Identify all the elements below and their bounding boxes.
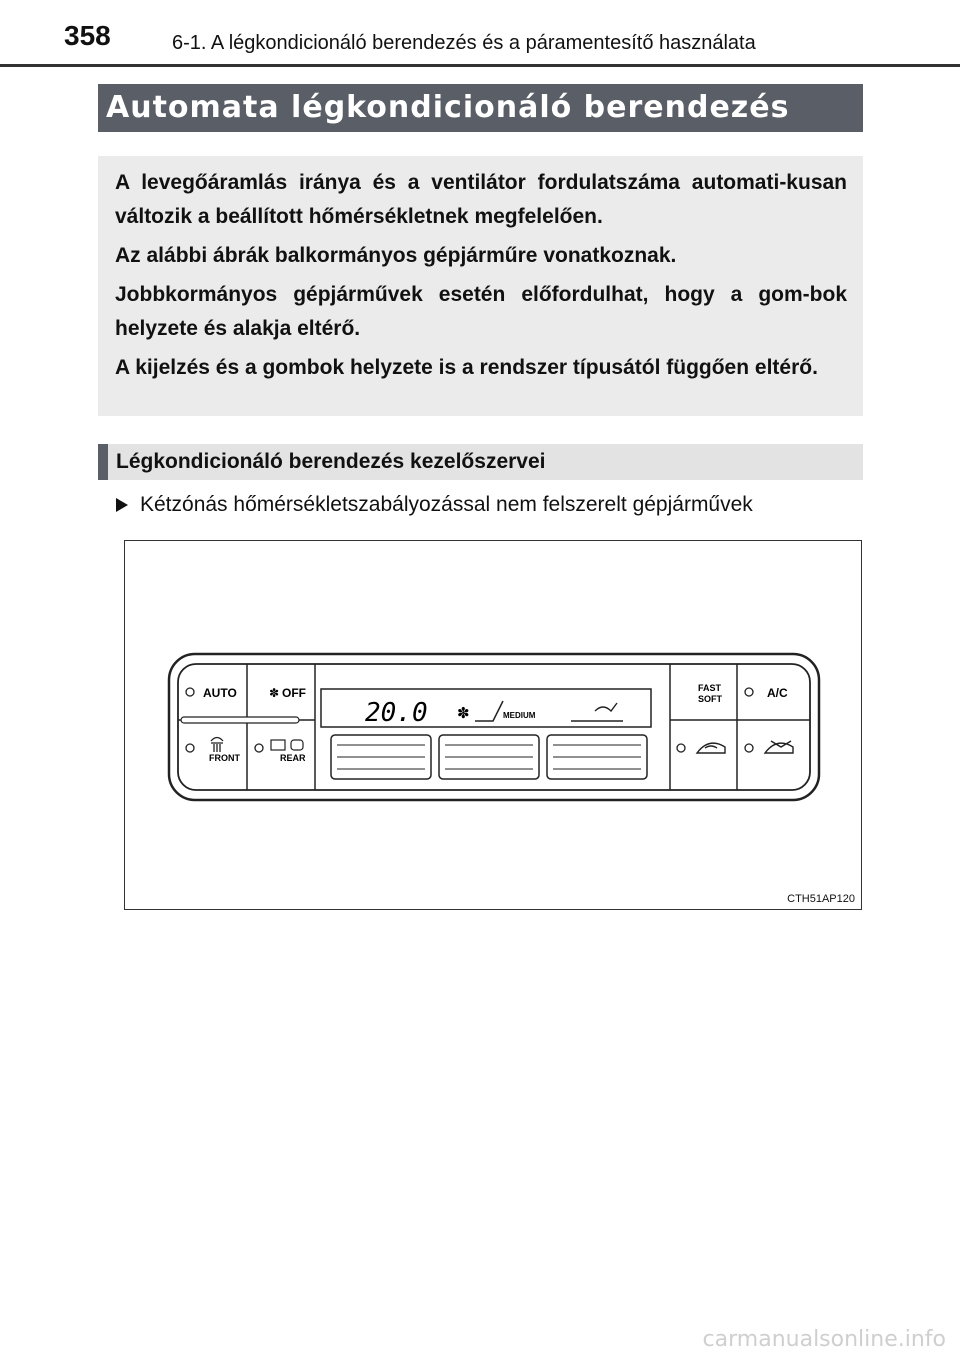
recirculation-mode-icon [697, 743, 725, 753]
fan-icon: ✽ [269, 686, 280, 700]
display-fan-icon: ✽ [457, 704, 470, 722]
front-button-label: FRONT [209, 753, 240, 763]
front-defog-indicator-icon [186, 744, 194, 752]
auto-button-label: AUTO [203, 686, 237, 700]
off-button-label: OFF [282, 686, 306, 700]
subsection-heading: Légkondicionáló berendezés kezelőszervei [98, 444, 863, 480]
control-panel-drawing [125, 541, 863, 911]
intro-paragraph-3: Jobbkormányos gépjárművek esetén előfordulhat, hogy a gom-bok helyzete és alakja eltérő. [115, 283, 847, 340]
fan-speed-bars-icon [475, 701, 503, 721]
header-rule [0, 64, 960, 67]
front-defogger-icon [211, 738, 223, 753]
recirculation-indicator-icon [677, 744, 685, 752]
triangle-bullet-icon [116, 498, 128, 512]
intro-paragraph-4: A kijelzés és a gombok helyzete is a rendszer típusától függően eltérő. [115, 356, 818, 379]
rear-button-label: REAR [280, 753, 306, 763]
bullet-item [116, 490, 753, 520]
mirror-heater-icon [291, 740, 303, 750]
rear-defog-indicator-icon [255, 744, 263, 752]
fresh-air-mode-icon [765, 741, 793, 753]
page-number: 358 [64, 20, 111, 51]
intro-paragraph-2: Az alábbi ábrák balkormányos gépjárműre vonatkoznak. [115, 244, 677, 267]
section-title-bar: Automata légkondicionáló berendezés [98, 84, 863, 132]
display-temperature: 20.0 [365, 698, 428, 728]
auto-indicator-icon [186, 688, 194, 696]
bullet-text: Kétzónás hőmérsékletszabályozással nem felszerelt gépjárművek [140, 493, 753, 516]
figure-code: CTH51AP120 [787, 893, 855, 905]
display-fan-mode: MEDIUM [503, 711, 536, 720]
rear-defogger-icon [271, 740, 285, 750]
ac-indicator-icon [745, 688, 753, 696]
watermark: carmanualsonline.info [702, 1327, 946, 1352]
ac-button-label: A/C [767, 686, 788, 700]
running-title: 6-1. A légkondicionáló berendezés és a páramentesítő használata [172, 32, 756, 54]
intro-paragraph-1: A levegőáramlás iránya és a ventilátor fordulatszáma automati-kusan változik a beállított hőmérsékletnek megfelelően. [115, 171, 847, 228]
control-panel-figure [124, 540, 862, 910]
fast-label: FAST [698, 683, 722, 693]
airflow-mode-icon [571, 703, 623, 721]
fresh-air-indicator-icon [745, 744, 753, 752]
soft-label: SOFT [698, 694, 722, 704]
intro-box [98, 156, 863, 416]
